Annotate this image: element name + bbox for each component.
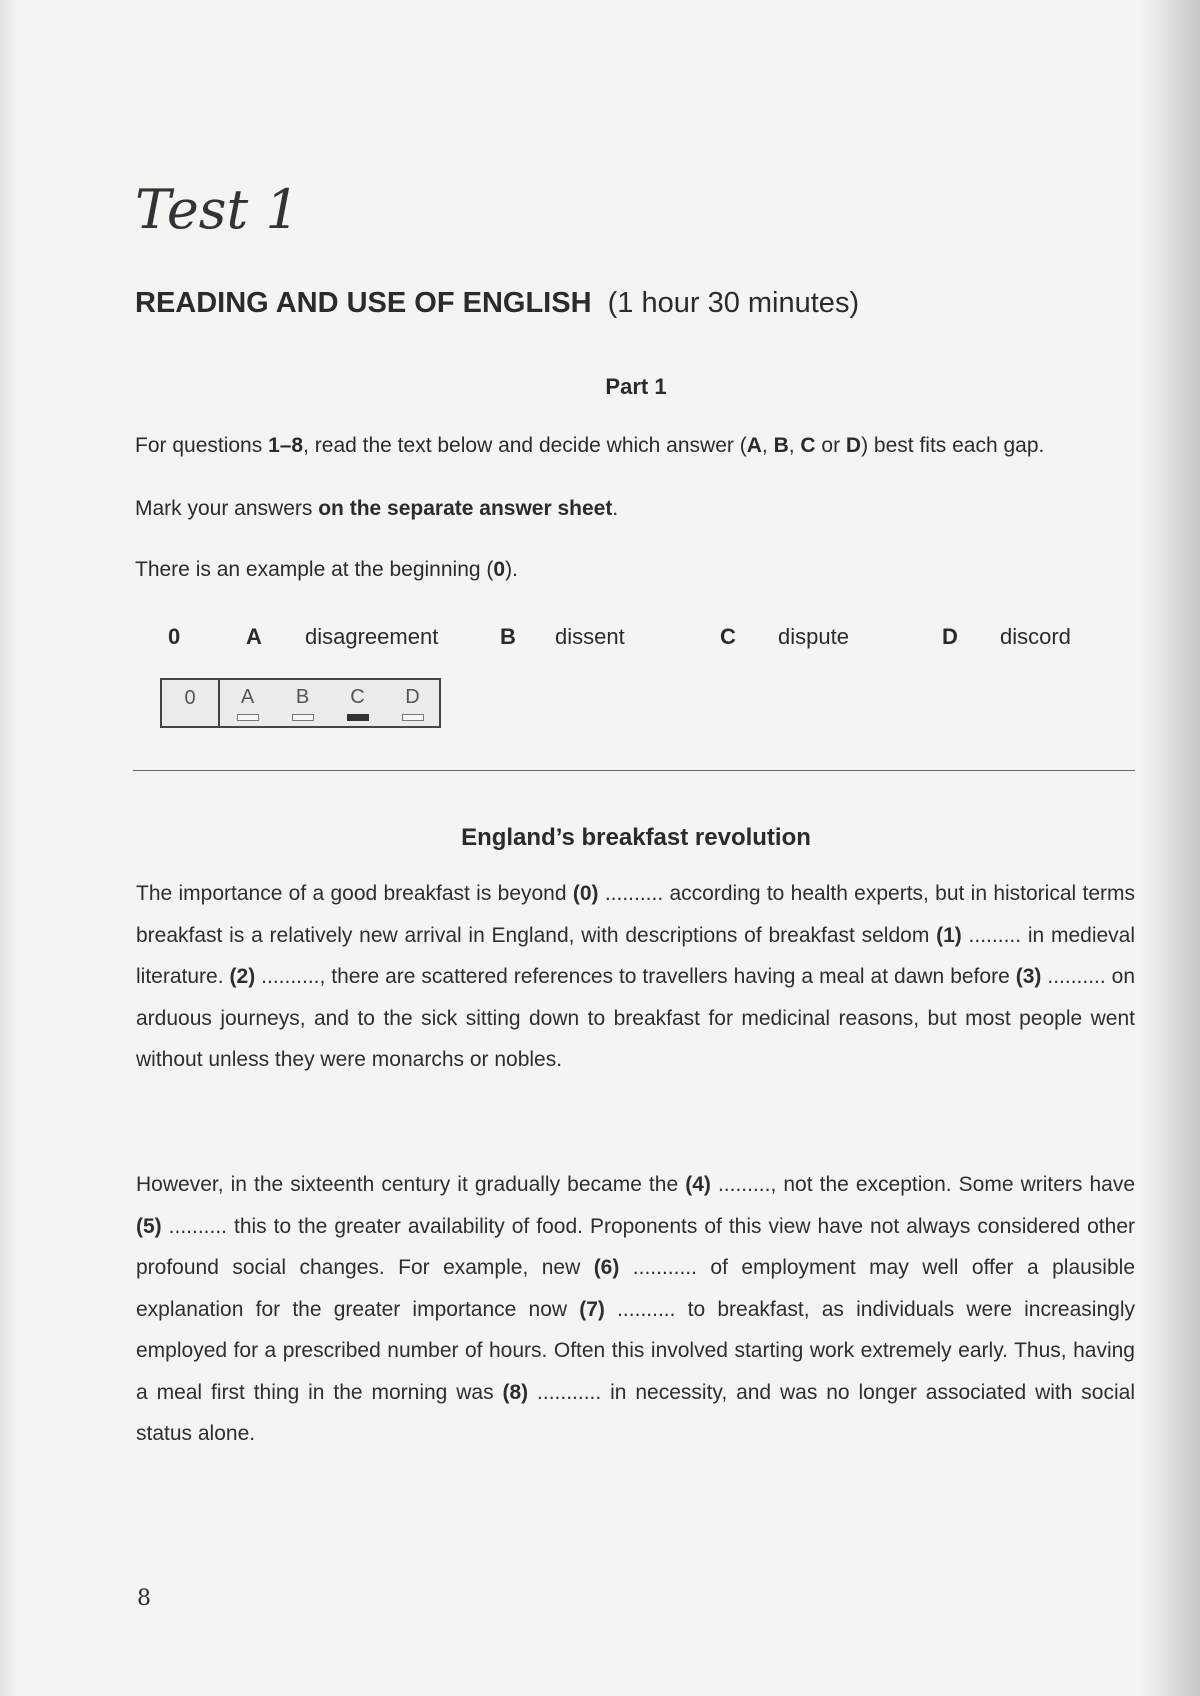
instruction-text: Mark your answers [135, 497, 319, 520]
page-number: 8 [137, 1586, 151, 1611]
answer-box-letter: A [240, 686, 255, 708]
passage-text: .......... this to the greater availability of food. Proponents of this view have not always considered other profound social changes. For example, new [136, 1214, 1135, 1279]
answer-mark-empty [402, 714, 424, 721]
answer-box-number: 0 [162, 680, 220, 726]
instruction-text: , read the text below and decide which answer ( [303, 434, 747, 457]
passage-text: The importance of a good breakfast is beyond [136, 882, 573, 905]
answer-mark-filled [347, 714, 369, 721]
instruction-bold: D [845, 434, 862, 457]
option-text-d: discord [1000, 624, 1071, 649]
answer-box-option-a [220, 680, 275, 726]
option-letter-c: C [720, 624, 736, 649]
gap-number: (7) [579, 1297, 605, 1321]
instruction-text: or [815, 434, 846, 457]
passage-paragraph-1 [136, 873, 1135, 1081]
passage-text: .......... according to health experts, but in historical terms breakfast is a relatively new arrival in England, with descriptions of breakfast seldom [136, 882, 1135, 947]
gap-number: (2) [229, 965, 256, 988]
example-options-row [0, 622, 1200, 652]
instruction-example [135, 556, 518, 584]
option-text-b: dissent [555, 624, 625, 649]
instruction-text: , [761, 434, 774, 457]
section-duration: (1 hour 30 minutes) [607, 287, 860, 319]
option-text-c: dispute [778, 624, 849, 649]
instruction-bold: B [773, 434, 789, 457]
option-text-a: disagreement [305, 624, 439, 649]
instruction-bold: A [746, 434, 762, 457]
instruction-text: ). [505, 558, 518, 581]
passage-paragraph-2 [136, 1164, 1135, 1455]
gap-number: (3) [1015, 965, 1042, 988]
gap-number: (4) [685, 1173, 711, 1196]
instruction-text: . [612, 497, 619, 520]
option-letter-a: A [246, 624, 262, 649]
passage-title: England’s breakfast revolution [461, 824, 811, 851]
section-heading [135, 285, 859, 321]
passage-text: .......... to breakfast, as individuals were increasingly employed for a prescribed number of hours. Often this involved starting work extremely early. Thus, having a meal first thing in the morning was [136, 1297, 1135, 1404]
answer-box-option-b [275, 680, 330, 726]
instruction-text: There is an example at the beginning ( [135, 558, 494, 581]
instruction-text: For questions [135, 434, 269, 457]
instruction-bold: C [800, 434, 816, 457]
gap-number: (1) [936, 923, 962, 947]
section-name: READING AND USE OF ENGLISH [135, 287, 592, 319]
passage-text: ......... in medieval literature. [136, 923, 1136, 988]
passage-text: ........... in necessity, and was no longer associated with social status alone. [136, 1380, 1135, 1445]
passage-text: ........., not the exception. Some writers have [710, 1173, 1136, 1196]
option-letter-d: D [942, 624, 958, 649]
instruction-text: ) best fits each gap. [861, 434, 1045, 457]
gap-number: (0) [572, 882, 599, 905]
passage-text: .......... on arduous journeys, and to the sick sitting down to breakfast for medicinal reasons, but most people went without unless they were monarchs or nobles. [136, 965, 1136, 1071]
part-title: Part 1 [605, 374, 667, 399]
passage-text: However, in the sixteenth century it gradually became the [136, 1173, 686, 1196]
passage-text: ........... of employment may well offer a plausible explanation for the greater importance now [136, 1256, 1135, 1321]
passage-text: .........., there are scattered references to travellers having a meal at dawn before [255, 965, 1016, 988]
instruction-bold: 1–8 [268, 434, 304, 457]
answer-mark-empty [292, 714, 314, 721]
instruction-answer-sheet [135, 495, 618, 523]
example-number: 0 [168, 624, 181, 649]
gap-number: (8) [502, 1380, 529, 1404]
answer-box-letter: C [350, 686, 365, 708]
section-divider [133, 770, 1135, 771]
gap-number: (5) [136, 1214, 162, 1238]
test-title: Test 1 [135, 178, 300, 241]
answer-mark-empty [237, 714, 259, 721]
instruction-questions [135, 432, 1044, 460]
example-answer-box [160, 678, 441, 728]
option-letter-b: B [500, 624, 516, 649]
answer-box-option-c [330, 680, 385, 726]
answer-box-letter: D [405, 686, 420, 708]
answer-box-letter: B [295, 686, 310, 708]
answer-box-option-d [385, 680, 440, 726]
gap-number: (6) [593, 1256, 620, 1279]
instruction-bold: on the separate answer sheet [318, 497, 613, 520]
instruction-text: , [788, 434, 801, 457]
instruction-bold: 0 [493, 558, 506, 581]
